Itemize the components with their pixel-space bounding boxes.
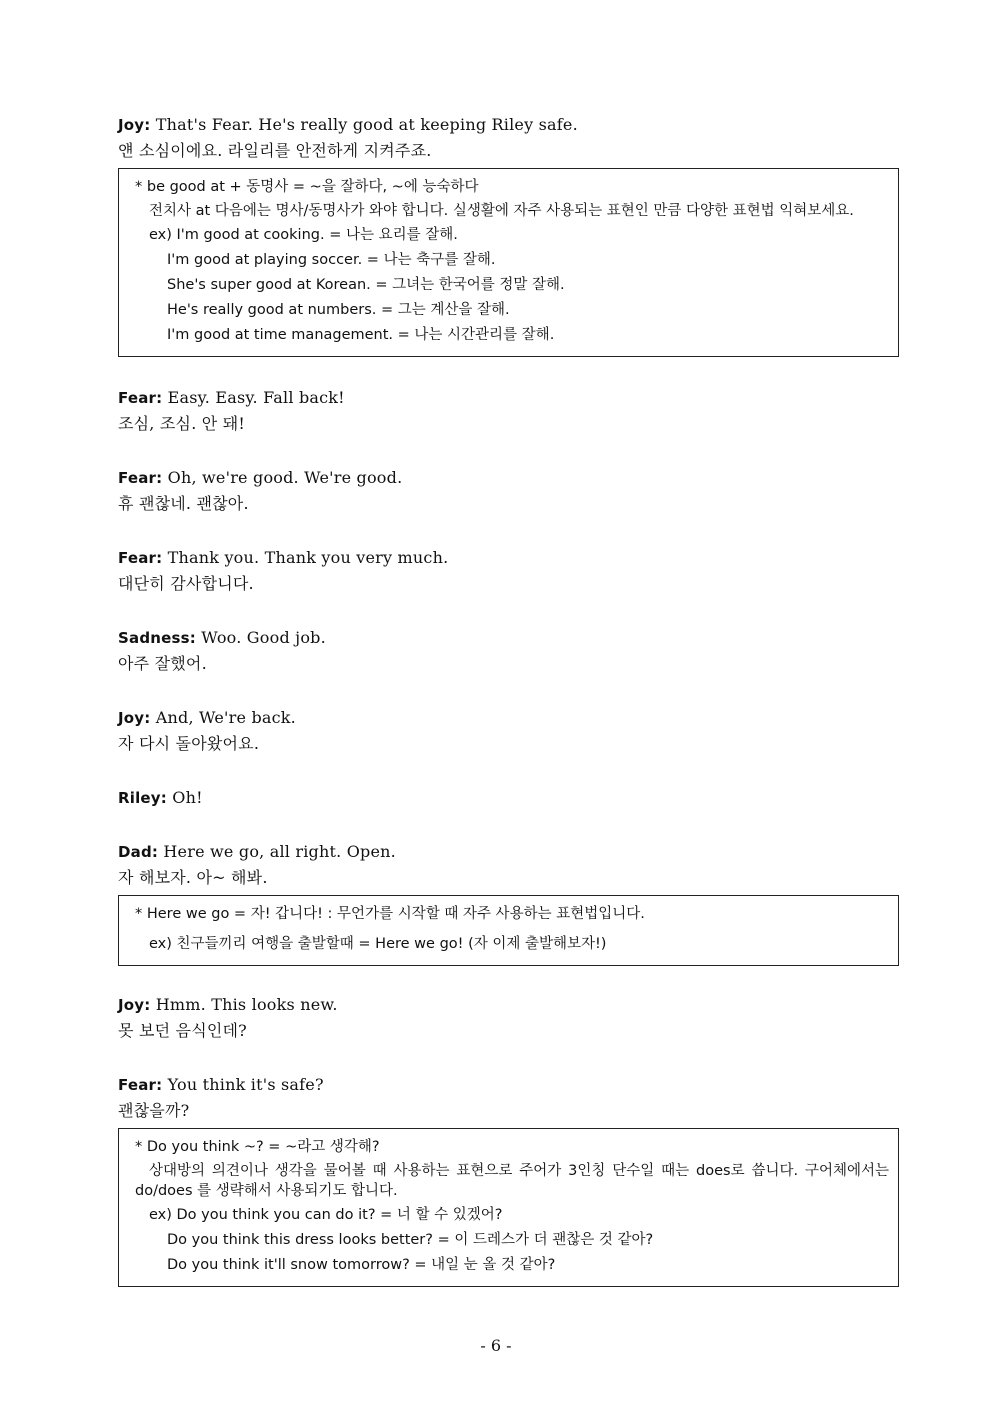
speaker: Fear: [118,389,163,407]
note-example: Do you think this dress looks better? = 이 드레스가 더 괜찮은 것 같아? [167,1232,654,1248]
dialogue-en [118,625,900,651]
speaker: Sadness: [118,629,196,647]
english-line: Oh, we're good. We're good. [167,468,403,487]
speaker: Riley: [118,789,167,807]
dialogue-en [118,992,900,1018]
dialogue-en [118,839,900,865]
english-line: Here we go, all right. Open. [163,842,396,861]
note-description: 상대방의 의견이나 생각을 물어볼 때 사용하는 표현으로 주어가 3인칭 단수일 때는 does로 씁니다. 구어체에서는 do/does 를 생략해서 사용되기도 합니다. [135,1163,889,1199]
note-example: He's really good at numbers. = 그는 계산을 잘해. [167,302,510,318]
dialogue-en [118,385,900,411]
note-example: ex) I'm good at cooking. = 나는 요리를 잘해. [149,227,458,243]
dialogue-en [118,785,900,811]
note-title: * be good at + 동명사 = ~을 잘하다, ~에 능숙하다 [135,179,479,195]
korean-translation: 자 해보자. 아~ 해봐. [118,868,268,887]
note-example: ex) 친구들끼리 여행을 출발할때 = Here we go! (자 이제 출발해보자!) [149,936,607,952]
note-example: I'm good at time management. = 나는 시간관리를 잘해. [167,327,555,343]
note-box-do-you-think [118,1128,899,1287]
dialogue-en [118,545,900,571]
speaker: Joy: [118,116,151,134]
korean-translation: 괜찮을까? [118,1101,190,1120]
note-box-good-at [118,168,899,357]
english-line: That's Fear. He's really good at keeping Riley safe. [155,115,578,134]
note-description: 전치사 at 다음에는 명사/동명사가 와야 합니다. 실생활에 자주 사용되는 표현인 만큼 다양한 표현법 익혀보세요. [149,203,854,219]
note-example: She's super good at Korean. = 그녀는 한국어를 정말 잘해. [167,277,565,293]
dialogue-en [118,1072,900,1098]
page-number: - 6 - [480,1336,512,1355]
note-title: * Here we go = 자! 갑니다! : 무언가를 시작할 때 자주 사용하는 표현법입니다. [135,906,645,922]
dialogue-en [118,705,900,731]
note-example: Do you think it'll snow tomorrow? = 내일 눈 올 것 같아? [167,1257,556,1273]
english-line: And, We're back. [155,708,296,727]
speaker: Fear: [118,549,163,567]
korean-translation: 휴 괜찮네. 괜찮아. [118,494,249,513]
korean-translation: 얜 소심이에요. 라일리를 안전하게 지켜주죠. [118,141,432,160]
note-example: I'm good at playing soccer. = 나는 축구를 잘해. [167,252,496,268]
english-line: Woo. Good job. [201,628,326,647]
korean-translation: 아주 잘했어. [118,654,207,673]
dialogue-en [118,112,900,138]
korean-translation: 조심, 조심. 안 돼! [118,414,245,433]
dialogue-en [118,465,900,491]
english-line: You think it's safe? [167,1075,324,1094]
transcript-page [118,112,900,1293]
speaker: Dad: [118,843,159,861]
english-line: Hmm. This looks new. [155,995,338,1014]
speaker: Joy: [118,709,151,727]
korean-translation: 자 다시 돌아왔어요. [118,734,260,753]
note-title: * Do you think ~? = ~라고 생각해? [135,1139,380,1155]
korean-translation: 못 보던 음식인데? [118,1021,247,1040]
korean-translation: 대단히 감사합니다. [118,574,254,593]
english-line: Thank you. Thank you very much. [167,548,449,567]
note-box-here-we-go [118,895,899,966]
english-line: Easy. Easy. Fall back! [167,388,345,407]
speaker: Fear: [118,1076,163,1094]
speaker: Fear: [118,469,163,487]
note-example: ex) Do you think you can do it? = 너 할 수 있겠어? [149,1207,503,1223]
english-line: Oh! [172,788,203,807]
speaker: Joy: [118,996,151,1014]
